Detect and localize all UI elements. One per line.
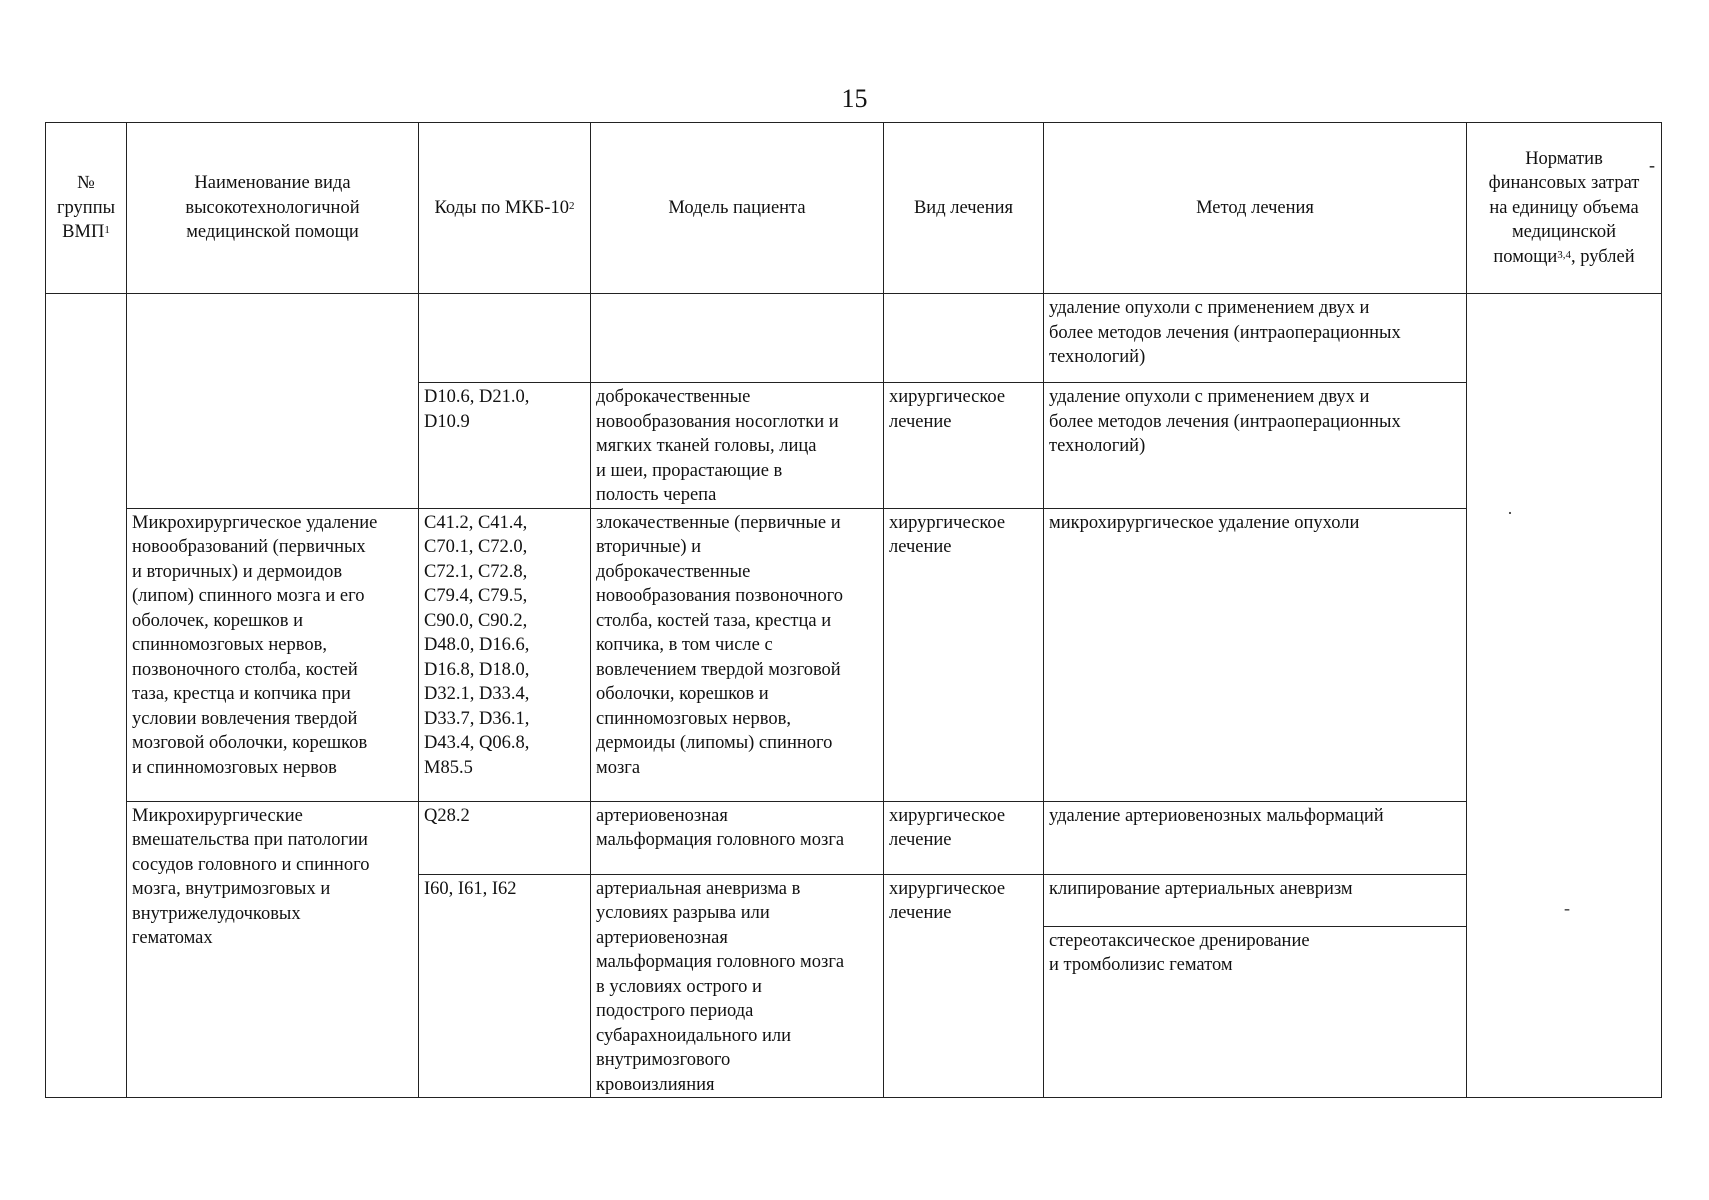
treatment-type-cell: хирургическое лечение <box>884 383 1044 509</box>
treatment-method-cell: удаление артериовенозных мальформаций <box>1044 801 1467 874</box>
stray-mark: - <box>1564 898 1570 918</box>
header-care-type: Наименование вида высокотехнологичной медицинской помощи <box>127 123 419 294</box>
header-icd-codes: Коды по МКБ-$10^2$ <box>419 123 591 294</box>
treatment-method-cell: клипирование артериальных аневризм <box>1044 874 1467 926</box>
table-row <box>46 801 1662 874</box>
treatment-method-cell: удаление опухоли с применением двух и более методов лечения (интраоперационных технологий) <box>1044 383 1467 509</box>
header-treatment-type: Вид лечения <box>884 123 1044 294</box>
icd-codes-cell: Q28.2 <box>419 801 591 874</box>
patient-model-cell: артериальная аневризма в условиях разрыва или артериовенозная мальформация головного мозга в условиях острого и подострого периода субарахноидального или внутримозгового кровоизлияния <box>591 874 884 1098</box>
header-cost-standard: Норматив финансовых затрат на единицу объема медицинской помощи$^{3,4}$, рублей - <box>1467 123 1662 294</box>
care-type-cell: Микрохирургическое удаление новообразований (первичных и вторичных) и дермоидов (липом) спинного мозга и его оболочек, корешков и спинномозговых нервов, позвоночного столба, костей таза, крестца и копчика при условии вовлечения твердой мозговой оболочки, корешков и спинномозговых нервов <box>127 508 419 801</box>
vmp-table <box>45 122 1662 1098</box>
table-row <box>46 508 1662 801</box>
cost-standard-cell <box>1467 294 1662 1098</box>
table-row <box>46 294 1662 383</box>
treatment-type-cell: хирургическое лечение <box>884 874 1044 1098</box>
header-treatment-method: Метод лечения <box>1044 123 1467 294</box>
treatment-type-cell: хирургическое лечение <box>884 801 1044 874</box>
icd-codes-cell <box>419 294 591 383</box>
header-patient-model: Модель пациента <box>591 123 884 294</box>
care-type-cell: Микрохирургические вмешательства при патологии сосудов головного и спинного мозга, внутримозговых и внутрижелудочковых гематомах <box>127 801 419 1098</box>
treatment-method-cell: стереотаксическое дренирование и тромболизис гематом <box>1044 926 1467 1097</box>
group-number-cell <box>46 294 127 1098</box>
icd-codes-cell: D10.6, D21.0, D10.9 <box>419 383 591 509</box>
patient-model-cell: доброкачественные новообразования носоглотки и мягких тканей головы, лица и шеи, прорастающие в полость черепа <box>591 383 884 509</box>
icd-codes-cell: I60, I61, I62 <box>419 874 591 1098</box>
treatment-method-cell: микрохирургическое удаление опухоли <box>1044 508 1467 801</box>
icd-codes-cell: C41.2, C41.4, C70.1, C72.0, C72.1, C72.8, C79.4, C79.5, C90.0, C90.2, D48.0, D16.6, D16.8, D18.0, D32.1, D33.4, D33.7, D36.1, D43.4, Q06.8, M85.5 <box>419 508 591 801</box>
header-group-number: № группы ВМП$^1$ <box>46 123 127 294</box>
dash-mark: - <box>1649 155 1655 175</box>
treatment-type-cell: хирургическое лечение <box>884 508 1044 801</box>
treatment-method-cell: удаление опухоли с применением двух и более методов лечения (интраоперационных технологий) <box>1044 294 1467 383</box>
page-number: 15 <box>841 84 868 113</box>
stray-mark: · <box>1507 503 1513 523</box>
patient-model-cell: артериовенозная мальформация головного мозга <box>591 801 884 874</box>
table-header-row <box>46 123 1662 294</box>
patient-model-cell: злокачественные (первичные и вторичные) и доброкачественные новообразования позвоночного столба, костей таза, крестца и копчика, в том числе с вовлечением твердой мозговой оболочки, корешков и спинномозговых нервов, дермоиды (липомы) спинного мозга <box>591 508 884 801</box>
care-type-cell <box>127 294 419 509</box>
patient-model-cell <box>591 294 884 383</box>
treatment-type-cell <box>884 294 1044 383</box>
